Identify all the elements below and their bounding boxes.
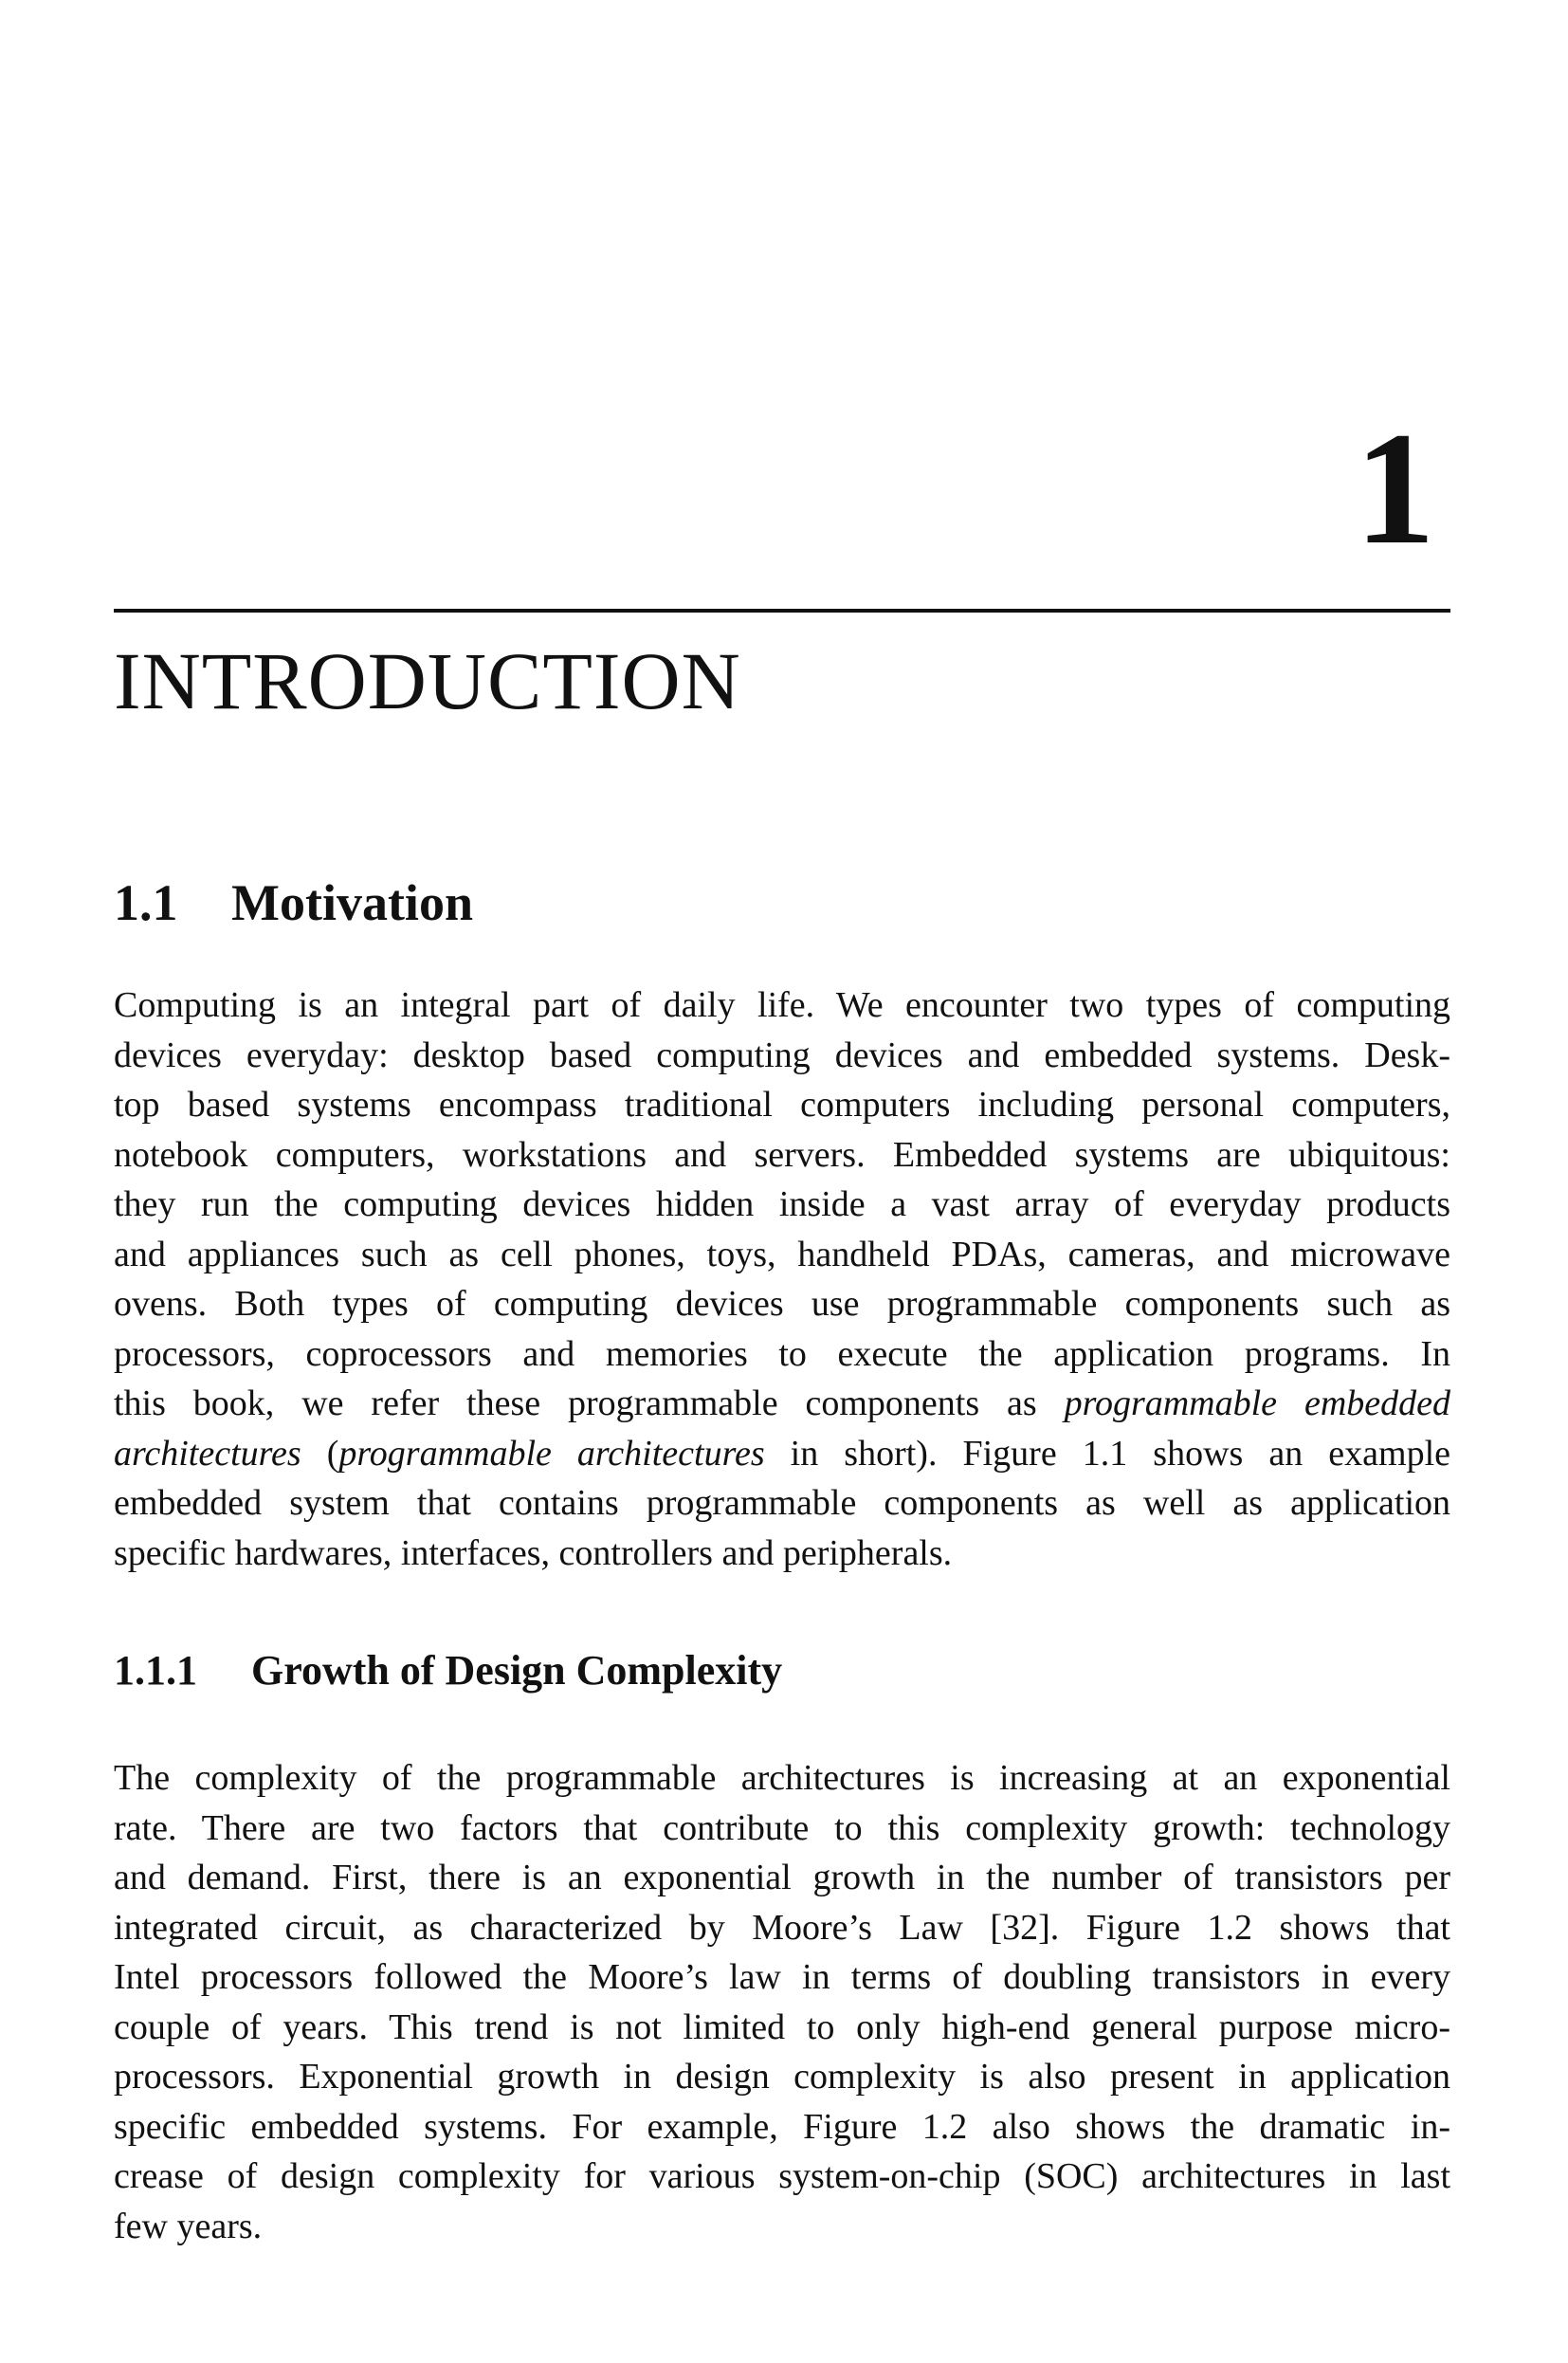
emphasis-term: programmable architectures xyxy=(338,1433,765,1474)
subsection-title: Growth of Design Complexity xyxy=(251,1647,783,1694)
line-text: this book, we refer these programmable components as xyxy=(114,1383,1065,1423)
paragraph-line-with-emphasis xyxy=(114,1429,1450,1479)
section-number: 1.1 xyxy=(114,874,178,931)
paragraph-line: embedded system that contains programmable components as well as application xyxy=(114,1483,1450,1523)
paragraph-line: devices everyday: desktop based computing devices and embedded systems. Desk- xyxy=(114,1035,1450,1075)
section-paragraph xyxy=(114,980,1450,1578)
paragraph-line: The complexity of the programmable architectures is increasing at an exponential xyxy=(114,1758,1450,1798)
subsection-number: 1.1.1 xyxy=(114,1647,197,1694)
chapter-title: INTRODUCTION xyxy=(114,635,741,726)
paragraph-line: specific embedded systems. For example, Figure 1.2 also shows the dramatic in- xyxy=(114,2106,1450,2147)
paragraph-line: top based systems encompass traditional computers including personal computers, xyxy=(114,1085,1450,1125)
paragraph-line: Computing is an integral part of daily life. We encounter two types of computing xyxy=(114,985,1450,1025)
line-text: ( xyxy=(301,1433,339,1474)
paragraph-line: and appliances such as cell phones, toys, handheld PDAs, cameras, and microwave xyxy=(114,1234,1450,1274)
paragraph-line: specific hardwares, interfaces, controllers and peripherals. xyxy=(114,1532,953,1573)
paragraph-line: they run the computing devices hidden inside a vast array of everyday products xyxy=(114,1184,1450,1224)
paragraph-line: few years. xyxy=(114,2206,263,2246)
emphasis-term: architectures xyxy=(114,1433,301,1474)
chapter-divider-rule xyxy=(114,609,1450,613)
chapter-number: 1 xyxy=(1355,399,1435,577)
paragraph-line: rate. There are two factors that contribute to this complexity growth: technology xyxy=(114,1807,1450,1848)
paragraph-line: couple of years. This trend is not limited to only high-end general purpose micro- xyxy=(114,2006,1450,2047)
subsection-heading xyxy=(114,1647,783,1694)
paragraph-line: integrated circuit, as characterized by Moore’s Law [32]. Figure 1.2 shows that xyxy=(114,1907,1450,1948)
paragraph-line: ovens. Both types of computing devices use programmable components such as xyxy=(114,1284,1450,1324)
line-text: in short). Figure 1.1 shows an example xyxy=(764,1433,1451,1474)
subsection-paragraph xyxy=(114,1753,1450,2251)
section-title: Motivation xyxy=(231,874,473,931)
section-heading xyxy=(114,874,473,931)
paragraph-line-with-emphasis xyxy=(114,1379,1450,1429)
paragraph-line: crease of design complexity for various system-on-chip (SOC) architectures in last xyxy=(114,2156,1450,2196)
paragraph-line: processors. Exponential growth in design complexity is also present in application xyxy=(114,2057,1450,2097)
emphasis-term: programmable embedded xyxy=(1064,1383,1450,1423)
paragraph-line: processors, coprocessors and memories to execute the application programs. In xyxy=(114,1333,1450,1374)
paragraph-line: Intel processors followed the Moore’s law in terms of doubling transistors in every xyxy=(114,1957,1450,1997)
paragraph-line: notebook computers, workstations and servers. Embedded systems are ubiquitous: xyxy=(114,1134,1450,1175)
paragraph-line: and demand. First, there is an exponential growth in the number of transistors per xyxy=(114,1858,1450,1897)
